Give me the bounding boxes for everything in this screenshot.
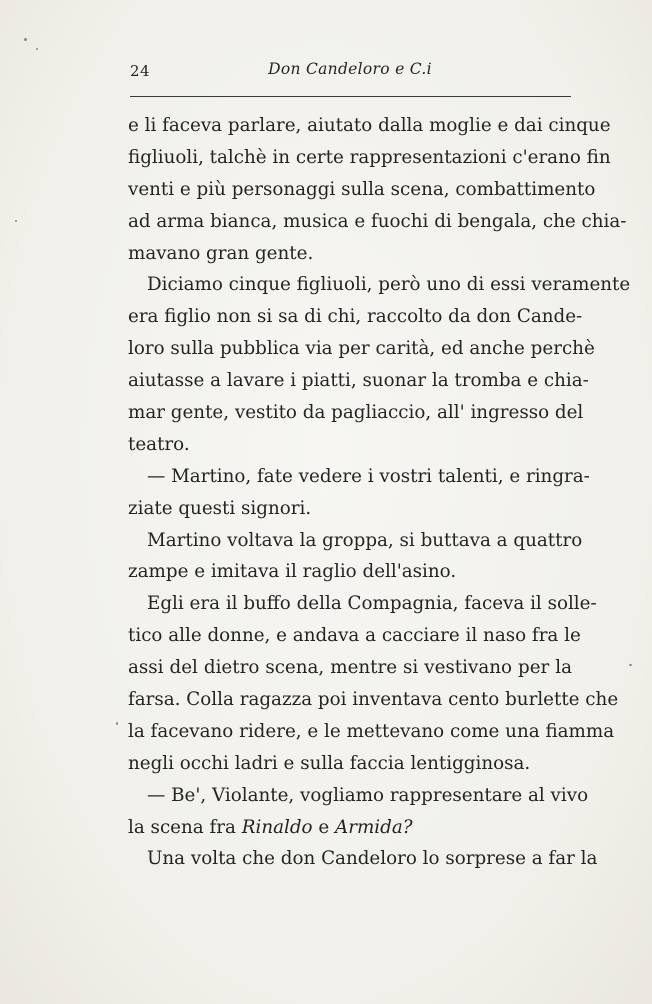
text-line: ziate questi signori. <box>128 497 312 519</box>
paper-speck <box>36 48 38 50</box>
text-line: assi del dietro scena, mentre si vestivano per la <box>128 657 572 679</box>
text-line: teatro. <box>128 433 190 455</box>
text-line: Una volta che don Candeloro lo sorprese a far la <box>147 848 598 870</box>
text-line: mavano gran gente. <box>128 242 314 264</box>
text-line: figliuoli, talchè in certe rappresentazioni c'erano fin <box>128 146 611 168</box>
text-line: tico alle donne, e andava a cacciare il naso fra le <box>128 625 581 647</box>
body-text <box>128 110 631 875</box>
text-line: — Martino, fate vedere i vostri talenti, e ringra- <box>147 465 590 487</box>
page-header <box>130 58 570 88</box>
text-line: loro sulla pubblica via per carità, ed anche perchè <box>128 338 595 360</box>
italic-name-armida: Armida? <box>335 816 413 838</box>
text-line: negli occhi ladri e sulla faccia lentigginosa. <box>128 752 531 774</box>
text-line: Egli era il buffo della Compagnia, faceva il solle- <box>147 593 597 615</box>
paper-speck <box>116 722 118 725</box>
page-number: 24 <box>130 62 151 80</box>
text-line: e li faceva parlare, aiutato dalla moglie e dai cinque <box>128 115 611 136</box>
text-line: — Be', Violante, vogliamo rappresentare al vivo <box>147 784 589 806</box>
paper-speck <box>629 664 632 666</box>
text-fragment: e <box>318 816 330 838</box>
text-line: la facevano ridere, e le mettevano come una fiamma <box>128 720 615 742</box>
text-line: mar gente, vestito da pagliaccio, all' ingresso del <box>128 402 584 424</box>
text-line: farsa. Colla ragazza poi inventava cento burlette che <box>128 689 619 711</box>
paper-speck <box>24 38 27 41</box>
italic-name-rinaldo: Rinaldo <box>241 816 313 838</box>
text-line: ad arma bianca, musica e fuochi di bengala, che chia- <box>128 210 627 232</box>
text-line <box>128 812 572 844</box>
text-line: Diciamo cinque figliuoli, però uno di essi veramente <box>147 274 631 296</box>
text-line: era figlio non si sa di chi, raccolto da don Cande- <box>128 306 583 328</box>
text-line: aiutasse a lavare i piatti, suonar la tromba e chia- <box>128 370 589 392</box>
text-line: zampe e imitava il raglio dell'asino. <box>128 561 457 583</box>
paper-speck <box>15 220 17 222</box>
text-fragment: la scena fra <box>128 816 236 838</box>
text-line: venti e più personaggi sulla scena, combattimento <box>128 178 596 200</box>
text-line: Martino voltava la groppa, si buttava a quattro <box>147 529 583 551</box>
header-rule <box>130 96 571 97</box>
running-title: Don Candeloro e C.i <box>268 60 432 78</box>
